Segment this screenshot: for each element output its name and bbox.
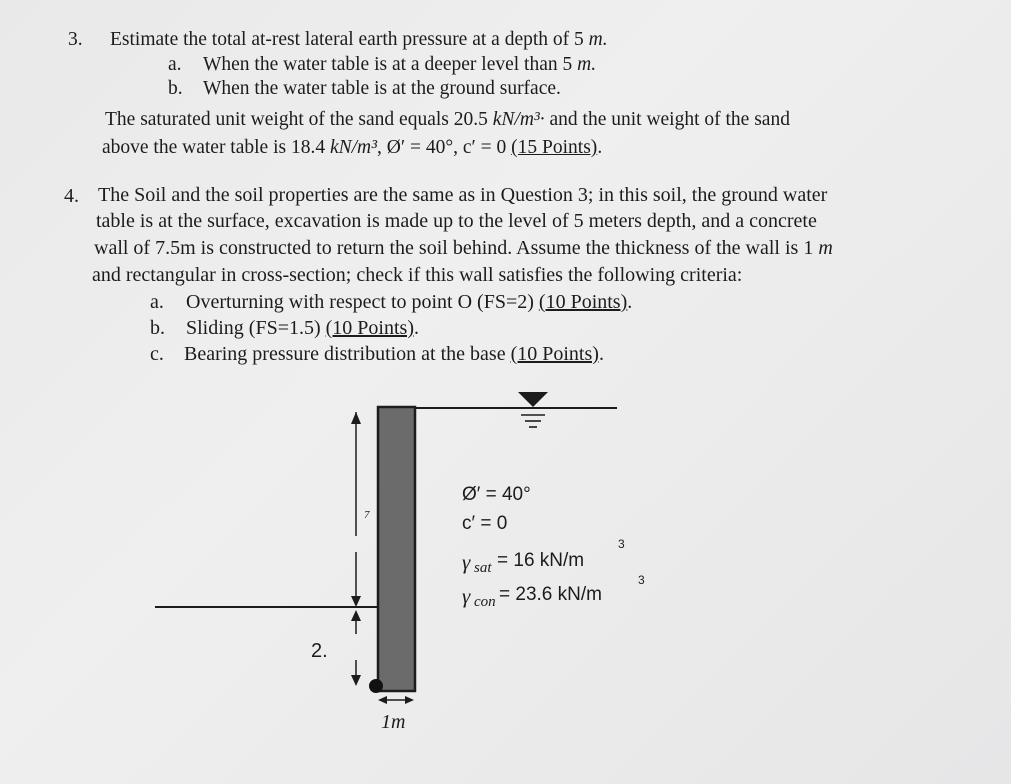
q4-b-points: (10 Points) (325, 317, 414, 339)
q4-number: 4. (64, 185, 79, 207)
embedment-label: 2. (311, 640, 328, 662)
q4-line3-text: wall of 7.5m is constructed to return the soil behind. Assume the thickness of the wall is 1 (94, 237, 814, 259)
q4-line3-unit: m (818, 237, 833, 259)
q4-c-points: (10 Points) (510, 343, 599, 365)
q4-a-end: . (627, 291, 633, 313)
embedment-dimension (351, 610, 361, 686)
q4-line4: and rectangular in cross-section; check if this wall satisfies the following criteria: (92, 264, 743, 286)
q3-sat-unit: kN/m³· (492, 109, 545, 130)
q4-line2: table is at the surface, excavation is made up to the level of 5 meters depth, and a concrete (96, 210, 817, 232)
gamma-con-subscript: con (474, 594, 496, 610)
q4-c-body: Bearing pressure distribution at the base (184, 343, 506, 365)
q3-number: 3. (68, 29, 83, 50)
q3-b-label: b. (168, 78, 183, 99)
wall-height-label: 7 (364, 509, 370, 521)
q3-above-prefix: above the water table is 18.4 (102, 137, 326, 158)
q4-b-end: . (413, 317, 419, 339)
q3-sat-prefix: The saturated unit weight of the sand equals 20.5 (105, 109, 488, 130)
q3-prompt-unit: m. (588, 29, 608, 50)
q4-a-label: a. (150, 291, 164, 313)
soil-saturated-unit-weight (462, 537, 625, 576)
q3-end: . (597, 137, 603, 158)
gamma-con-symbol: γ (462, 584, 471, 608)
wall-width-dimension (378, 696, 414, 704)
concrete-unit-weight (462, 573, 645, 610)
q4-b-label: b. (150, 317, 165, 339)
q4-a-points: (10 Points) (538, 291, 628, 313)
gamma-sat-symbol: γ (462, 550, 471, 574)
q3-prompt-text: Estimate the total at-rest lateral earth pressure at a depth of 5 (110, 29, 584, 50)
q4-line1: The Soil and the soil properties are the same as in Question 3; in this soil, the ground water (98, 184, 828, 206)
soil-friction-angle: Ø′ = 40° (462, 484, 531, 505)
q3-a-body: When the water table is at a deeper level than 5 (203, 54, 573, 75)
q3-a-unit: m. (577, 54, 597, 75)
wall-height-dimension (351, 412, 361, 607)
q4-c-end: . (598, 343, 604, 365)
q4-a-body: Overturning with respect to point O (FS=2) (186, 291, 534, 313)
concrete-wall (378, 407, 415, 691)
q3-b-text: When the water table is at the ground surface. (203, 78, 561, 99)
wall-width-label: 1m (381, 711, 406, 733)
water-table-icon (518, 392, 548, 427)
gamma-con-exponent: 3 (638, 573, 645, 587)
q3-above-unit: kN/m³ (329, 137, 377, 158)
gamma-sat-subscript: sat (474, 560, 492, 576)
gamma-con-value: = 23.6 kN/m (499, 584, 602, 605)
q4-b-body: Sliding (FS=1.5) (186, 317, 321, 339)
q3-above-params: , Ø′ = 40°, c′ = 0 (376, 137, 507, 158)
q3-points: (15 Points) (511, 137, 598, 158)
point-o-marker (369, 679, 383, 693)
soil-cohesion: c′ = 0 (462, 513, 508, 534)
gamma-sat-value: = 16 kN/m (497, 550, 585, 571)
q3-a-label: a. (168, 54, 182, 75)
gamma-sat-exponent: 3 (618, 537, 625, 551)
q3-sat-suffix: and the unit weight of the sand (549, 109, 790, 130)
q4-c-label: c. (150, 343, 164, 365)
